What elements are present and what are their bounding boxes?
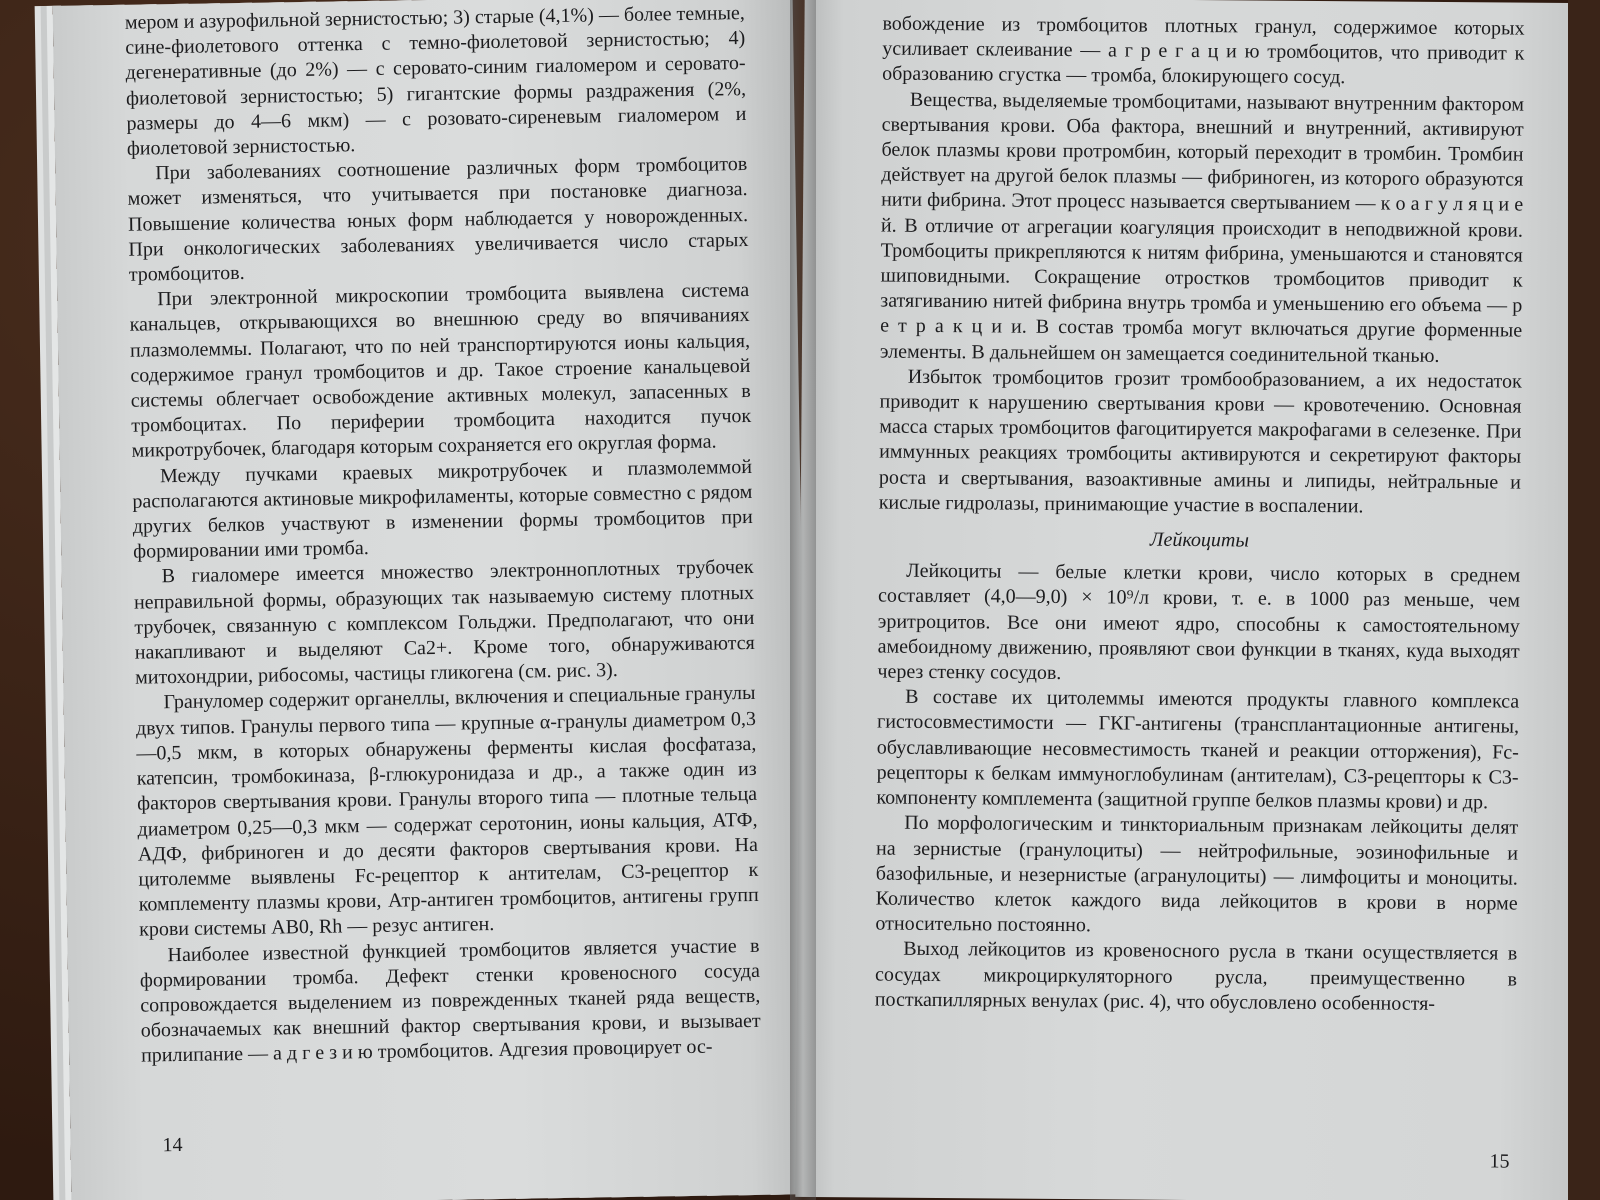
page-number-left: 14 — [162, 1133, 183, 1157]
left-paragraph-1: мером и азурофильной зернистостью; 3) старые (4,1%) — более темные, сине-фиолетового оттенка с темно-фиолетовой зернистостью; 4) дегенеративные (до 2%) — с серовато-синим гиаломером и серовато-фиолетовой зернистостью; 5) гигантские формы раздражения (2%, размеры до 4—6 мкм) — с розовато-сиреневым гиаломером и фиолетовой зернистостью. — [124, 2, 747, 160]
left-paragraph-7: Наиболее известной функцией тромбоцитов является участие в формировании тромба. Дефект стенки кровеносного сосуда сопровождается выделением из поврежденных тканей ряда веществ, обозначаемых как внешний фактор свертывания крови, и вызывает прилипание — а д г е з и ю тромбоцитов. Адгезия провоцирует ос- — [139, 934, 761, 1067]
right-paragraph-6: По морфологическим и тинкториальным признакам лейкоциты делят на зернистые (гранулоциты) — нейтрофильные, эозинофильные и базофильные, и незернистые (агранулоциты) — лимфоциты и моноциты. Количество клеток каждого вида лейкоцитов в крови в норме относительно постоянно. — [875, 812, 1519, 937]
left-paragraph-4: Между пучками краевых микротрубочек и плазмолеммой располагаются актиновые микрофиламенты, которые совместно с рядом других белков участвуют в изменении формы тромбоцитов при формировании ими тромба. — [132, 455, 753, 563]
right-page — [795, 0, 1584, 1200]
right-paragraph-2: Вещества, выделяемые тромбоцитами, называют внутренним фактором свертывания крови. Оба фактора, внешний и внутренний, активируют белок плазмы крови протромбин, который переходит в тромбин. Тромбин действует на другой белок плазмы — фибриноген, из которого образуются нити фибрина. Этот процесс называется свертыванием — к о а г у л я ц и е й. В отличие от агрегации коагуляция происходит в неподвижной крови. Тромбоциты прикрепляются к нитям фибрина, уменьшаются и становятся шиповидными. Сокращение отростков тромбоцитов приводит к затягиванию нитей фибрина внутрь тромба и уменьшению его объема — р е т р а к ц и и. В состав тромба могут включаться другие форменные элементы. В дальнейшем он замещается соединительной тканью. — [879, 88, 1524, 367]
left-paragraph-3: При электронной микроскопии тромбоцита выявлена система канальцев, открывающихся во внешнюю среду во впячиваниях плазмолеммы. Полагают, что по ней транспортируются ионы кальция, содержимое гранул тромбоцитов и др. Такое строение канальцевой системы облегчает освобождение активных молекул, запасенных в тромбоцитах. По периферии тромбоцита находится пучок микротрубочек, благодаря которым сохраняется его округлая форма. — [129, 279, 752, 463]
table-edge — [1568, 0, 1600, 1200]
left-page — [53, 0, 812, 1200]
right-paragraph-3: Избыток тромбоцитов грозит тромбообразованием, а их недостаток приводит к нарушению свертывания крови — кровотечению. Основная масса старых тромбоцитов фагоцитируется макрофагами в селезенке. При иммунных реакциях тромбоциты активируются и секретируют факторы роста и свертывания, вазоактивные амины и липиды, нейтральные и кислые гидролазы, принимающие участие в воспалении. — [878, 365, 1522, 518]
right-paragraph-1: вобождение из тромбоцитов плотных гранул, содержимое которых усиливает склеивание — а г р е г а ц и ю тромбоцитов, что приводит к образованию сгустка — тромба, блокирующего сосуд. — [882, 12, 1525, 89]
right-paragraph-5: В составе их цитолеммы имеются продукты главного комплекса гистосовместимости — ГКГ-антигены (трансплантационные антигены, обуславливающие несовместимость тканей и реакции отторжения), Fc-рецепторы к белкам иммуноглобулинам (антителам), C3-рецепторы к C3-компоненту комплемента (защитной группе белков плазмы крови) и др. — [876, 686, 1520, 814]
left-paragraph-2: При заболеваниях соотношение различных форм тромбоцитов может изменяться, что учитывается при постановке диагноза. Повышение количества юных форм наблюдается у новорожденных. При онкологических заболеваниях увеличивается число старых тромбоцитов. — [127, 153, 749, 286]
section-heading: Лейкоциты — [1149, 528, 1250, 552]
left-paragraph-5: В гиаломере имеется множество электронноплотных трубочек неправильной формы, образующих так называемую систему плотных трубочек, связанную с комплексом Гольджи. Предполагают, что они накапливают и выделяют Ca2+. Кроме того, обнаруживаются митохондрии, рибосомы, частицы гликогена (см. рис. 3). — [133, 556, 755, 689]
book-spine — [790, 0, 816, 1200]
left-paragraph-6: Грануломер содержит органеллы, включения и специальные гранулы двух типов. Гранулы первого типа — крупные α-гранулы диаметром 0,3—0,5 мкм, в которых обнаружены ферменты кислая фосфатаза, катепсин, тромбокиназа, β-глюкуронидаза и др., а также один из факторов свертывания крови. Гранулы второго типа — плотные тельца диаметром 0,25—0,3 мкм — содержат серотонин, ионы кальция, АТФ, АДФ, фибриноген и до десяти факторов свертывания крови. На цитолемме выявлены Fc-рецептор к антителам, C3-рецептор к комплементу плазмы крови, Атр-антиген тромбоцитов, антигены групп крови системы AB0, Rh — резус антиген. — [135, 682, 759, 941]
right-paragraph-7: Выход лейкоцитов из кровеносного русла в ткани осуществляется в сосудах микроциркуляторного русла, преимущественно в посткапиллярных венулах (рис. 4), что обусловлено особенностя- — [874, 938, 1518, 1015]
page-number-right: 15 — [1489, 1150, 1510, 1173]
right-paragraph-4: Лейкоциты — белые клетки крови, число которых в среднем составляет (4,0—9,0) × 10⁹/л крови, т. е. в 1000 раз меньше, чем эритроцитов. Все они имеют ядро, способны к самостоятельному амебоидному движению, проявляют свои функции в тканях, куда выходят через стенку сосудов. — [877, 560, 1521, 685]
